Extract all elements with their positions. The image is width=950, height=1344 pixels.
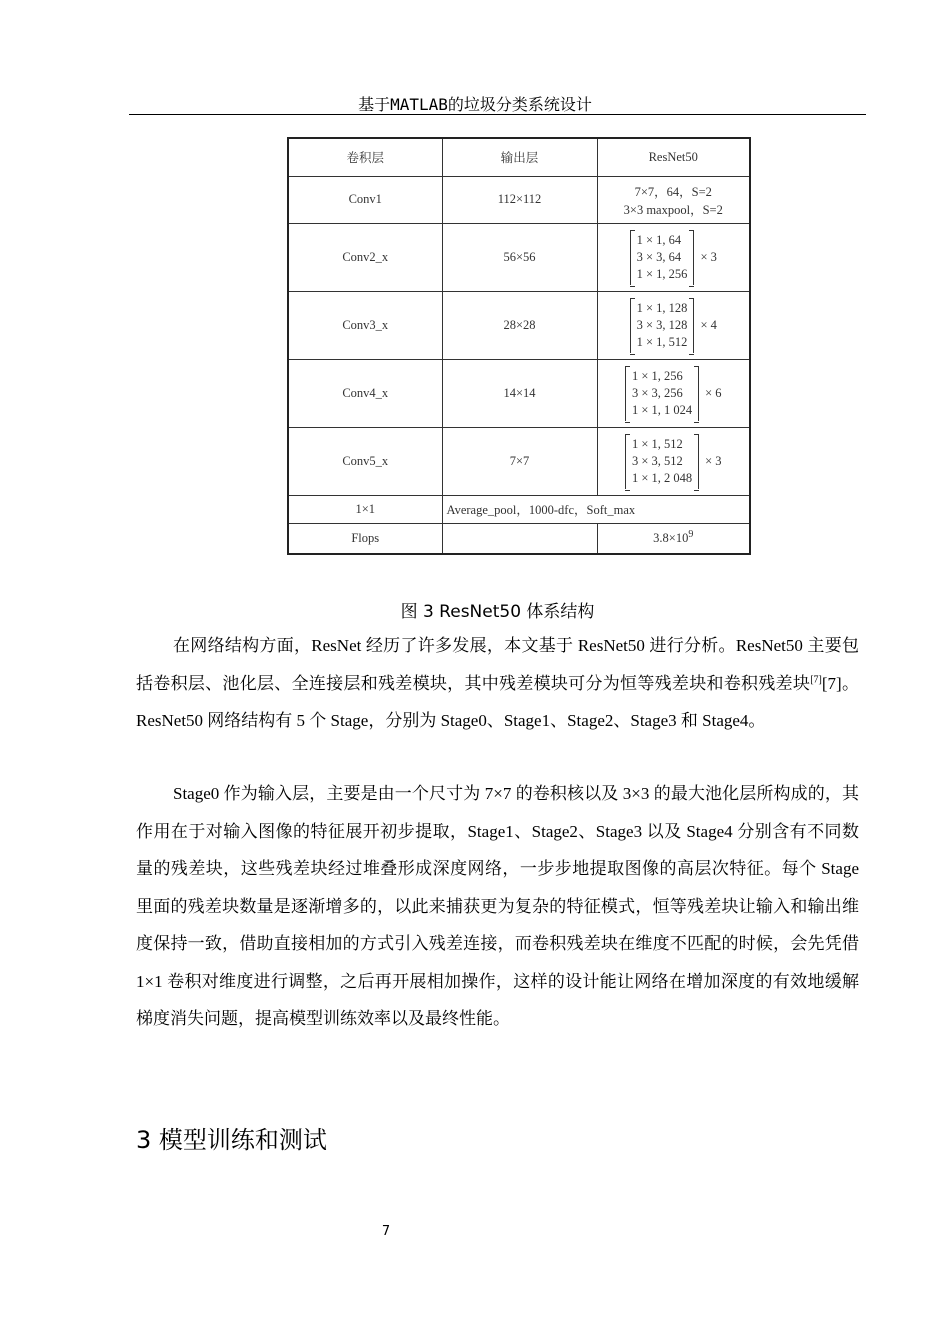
flops-empty-cell xyxy=(442,523,597,554)
output-cell: 14×14 xyxy=(442,359,597,427)
block-matrix xyxy=(630,298,695,353)
layer-cell: Conv5_x xyxy=(288,427,442,495)
output-cell: 112×112 xyxy=(442,176,597,223)
figure-caption: 图 3 ResNet50 体系结构 xyxy=(400,602,595,622)
paragraph-2: Stage0 作为输入层，主要是由一个尺寸为 7×7 的卷积核以及 3×3 的最大池化层所构成的，其作用在于对输入图像的特征展开初步提取，Stage1、Stage2、Stage3 以及 Stage4 分别含有不同数量的残差块，这些残差块经过堆叠形成深度网络，一步步地提取图像的高层次特征。每个 Stage 里面的残差块数量是逐渐增多的，以此来捕获更为复杂的特征模式，恒等残差块让输入和输出维度保持一致，借助直接相加的方式引入残差连接，而卷积残差块在维度不匹配的时候，会先凭借 1×1 卷积对维度进行调整，之后再开展相加操作，这样的设计能让网络在增加深度的有效地缓解梯度消失问题，提高模型训练效率以及最终性能。 xyxy=(136,784,859,1028)
matrix-line: 3 × 3, 128 xyxy=(636,317,688,332)
resnet-cell xyxy=(597,176,750,223)
pool-layer-cell: 1×1 xyxy=(288,495,442,523)
col-header-output: 输出层 xyxy=(442,138,597,176)
matrix-line: 1 × 1, 256 xyxy=(631,368,683,383)
citation-superscript: [7] xyxy=(810,673,822,685)
resnet-cell xyxy=(597,359,750,427)
block-multiplier: × 3 xyxy=(700,249,717,264)
resnet-cell xyxy=(597,223,750,291)
layer-cell: Conv3_x xyxy=(288,291,442,359)
resnet-cell xyxy=(597,291,750,359)
layer-cell: Conv1 xyxy=(288,176,442,223)
matrix-line: 1 × 1, 64 xyxy=(636,232,682,247)
block-multiplier: × 3 xyxy=(705,453,722,468)
conv1-line2: 3×3 maxpool，S=2 xyxy=(623,202,723,217)
paragraph-1-text: 在网络结构方面，ResNet 经历了许多发展，本文基于 ResNet50 进行分析。ResNet50 主要包括卷积层、池化层、全连接层和残差模块，其中残差模块可分为恒等残差块和卷积残差块 xyxy=(136,636,859,693)
output-cell: 56×56 xyxy=(442,223,597,291)
conv1-line1: 7×7，64，S=2 xyxy=(634,184,712,199)
matrix-line: 3 × 3, 512 xyxy=(631,453,683,468)
output-cell: 28×28 xyxy=(442,291,597,359)
paragraph-1-text-cont: [7]。ResNet50 网络结构有 5 个 Stage，分别为 Stage0、Stage1、Stage2、Stage3 和 Stage4。 xyxy=(136,673,860,730)
col-header-conv: 卷积层 xyxy=(288,138,442,176)
output-cell: 7×7 xyxy=(442,427,597,495)
col-header-resnet: ResNet50 xyxy=(597,138,750,176)
pool-desc-cell: Average_pool，1000-dfc，Soft_max xyxy=(442,495,750,523)
flops-value: 3.8×10 xyxy=(653,530,689,545)
matrix-line: 3 × 3, 64 xyxy=(636,249,682,264)
matrix-line: 1 × 1, 512 xyxy=(636,334,688,349)
block-multiplier: × 4 xyxy=(700,317,717,332)
resnet-cell xyxy=(597,427,750,495)
flops-value-cell xyxy=(597,523,750,554)
header-rule xyxy=(129,114,866,115)
block-matrix xyxy=(625,366,699,421)
running-header: 基于MATLAB的垃圾分类系统设计 xyxy=(358,95,592,114)
matrix-line: 1 × 1, 256 xyxy=(636,266,688,281)
block-multiplier: × 6 xyxy=(705,385,722,400)
matrix-line: 1 × 1, 512 xyxy=(631,436,683,451)
section-heading: 3 模型训练和测试 xyxy=(136,1126,327,1154)
block-matrix xyxy=(625,434,699,489)
matrix-line: 1 × 1, 1 024 xyxy=(631,402,693,417)
layer-cell: Conv2_x xyxy=(288,223,442,291)
paragraph-1 xyxy=(136,627,859,740)
layer-cell: Conv4_x xyxy=(288,359,442,427)
matrix-line: 1 × 1, 2 048 xyxy=(631,470,693,485)
matrix-line: 1 × 1, 128 xyxy=(636,300,688,315)
matrix-line: 3 × 3, 256 xyxy=(631,385,683,400)
flops-exponent: 9 xyxy=(688,528,694,540)
page-number: 7 xyxy=(381,1224,391,1239)
resnet50-table xyxy=(287,137,751,555)
flops-label-cell: Flops xyxy=(288,523,442,554)
block-matrix xyxy=(630,230,695,285)
